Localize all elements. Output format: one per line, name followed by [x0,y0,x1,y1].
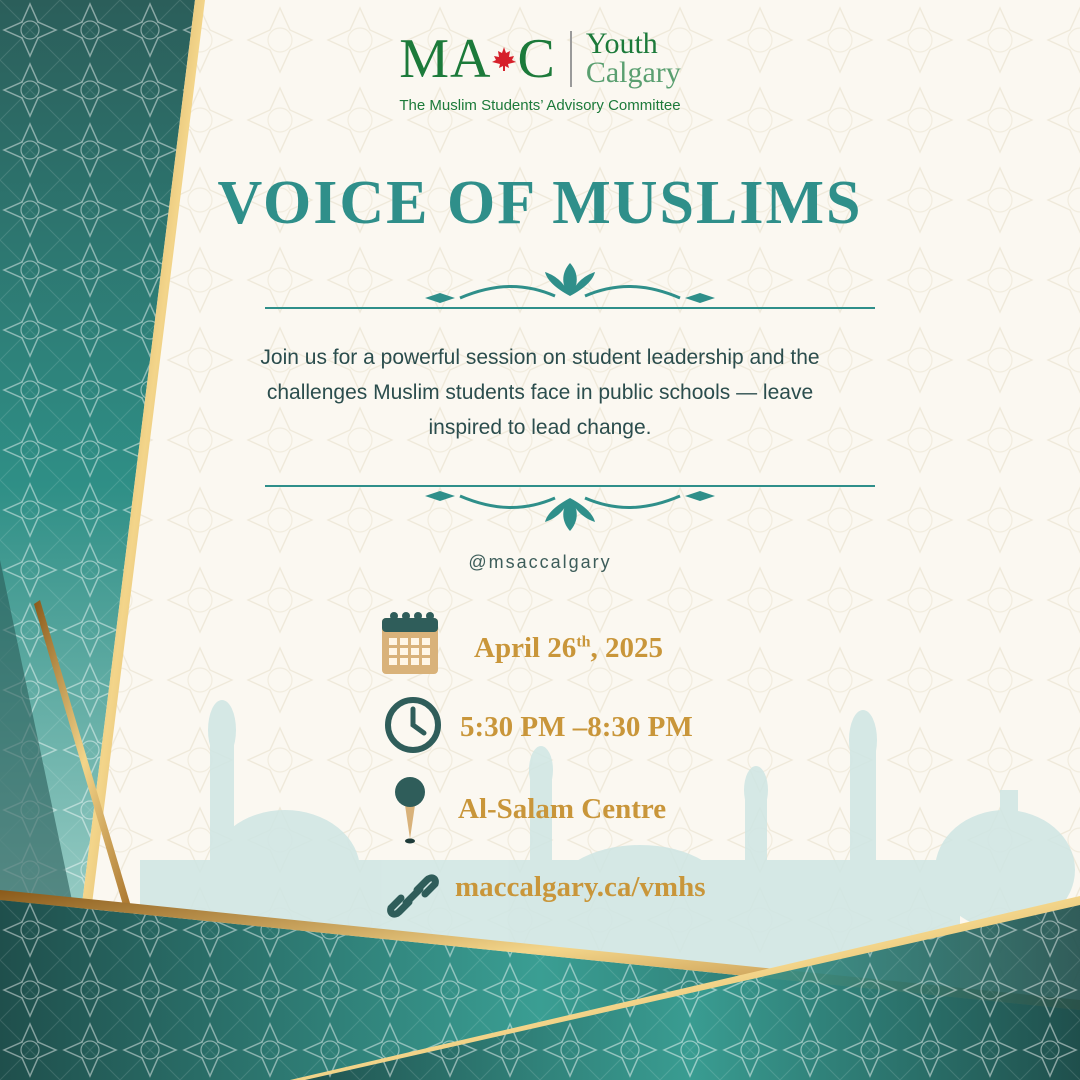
ornament-divider-bottom [265,478,875,538]
maple-leaf-icon [489,44,519,74]
mac-suffix: C [517,27,556,90]
ornament-divider-top [265,258,875,318]
date-main: April 26 [474,632,577,664]
calendar-icon [380,608,440,676]
youth-calgary-wordmark [585,27,681,89]
event-location: Al-Salam Centre [458,793,667,825]
mac-wordmark [399,27,556,90]
event-link[interactable]: maccalgary.ca/vmhs [455,871,706,903]
city-label: Calgary [585,55,681,89]
youth-label: Youth [585,27,658,60]
location-pin-icon [392,775,428,845]
link-icon [385,868,441,924]
date-ordinal: th [576,633,591,651]
event-time: 5:30 PM –8:30 PM [460,711,693,743]
social-handle: @msaccalgary [468,552,612,572]
logo-tagline: The Muslim Students’ Advisory Committee [399,97,681,114]
event-title: VOICE OF MUSLIMS [217,169,863,237]
logo-divider [570,31,572,87]
clock-icon [383,695,443,755]
mac-prefix: MA [399,27,492,90]
date-year: , 2025 [590,632,664,664]
event-date [474,632,663,665]
organization-logo [0,27,1080,114]
event-description: Join us for a powerful session on student leadership and the challenges Muslim students face in public schools — leave inspired to lead change. [260,346,820,439]
